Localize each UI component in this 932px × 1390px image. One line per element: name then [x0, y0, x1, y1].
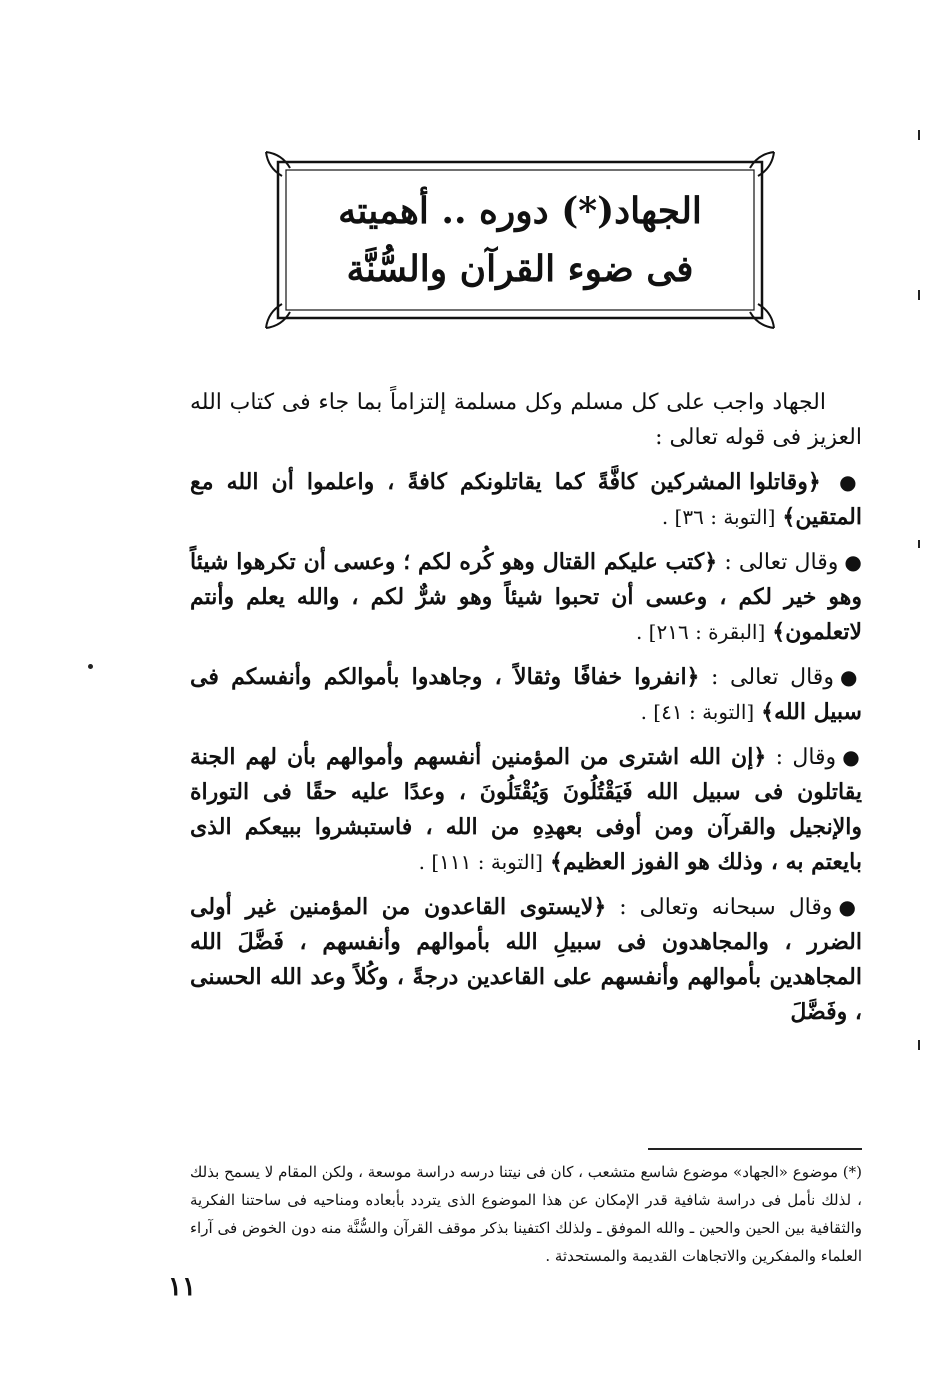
intro-paragraph: الجهاد واجب على كل مسلم وكل مسلمة إلتزاماً بما جاء فى كتاب الله العزيز فى قوله تعالى : — [190, 390, 862, 450]
title-line-2: فى ضوء القرآن والسُّنَّة — [346, 248, 694, 290]
bullet-icon: ● — [839, 470, 863, 494]
verse-reference: [التوبة : ٣٦] . — [661, 505, 776, 529]
verse-paragraph — [190, 660, 862, 730]
verse-paragraph — [190, 545, 862, 650]
title-line-1: الجهاد(*) دوره .. أهميته — [338, 190, 702, 232]
verse-lead: وقال تعالى : — [711, 665, 834, 690]
verse-quote: ﴿كتب عليكم القتال وهو كُره لكم ؛ وعسى أن تكرهوا شيئاً وهو خير لكم ، وعسى أن تحبوا شيئاً وهو شرٌّ لكم ، والله يعلم وأنتم لاتعلمون﴾ — [190, 549, 862, 645]
verse-paragraph — [190, 890, 862, 1030]
verse-reference: [التوبة : ٤١] . — [640, 700, 755, 724]
verse-quote: ﴿لايستوى القاعدون من المؤمنين غير أولى الضرر ، والمجاهدون فى سبيلِ الله بأموالهم وأنفسهم ، فَضَّلَ الله المجاهدين بأموالهم وأنفسهم على القاعدين درجةً ، وكُلاً وعد الله الحسنى ، وفَضَّلَ — [190, 894, 862, 1025]
margin-mark — [918, 130, 920, 140]
verse-quote: ﴿انفروا خفافًا وثقالاً ، وجاهدوا بأموالكم وأنفسكم فى سبيل الله﴾ — [190, 664, 862, 725]
verse-lead: وقال : — [775, 745, 837, 770]
verse-paragraph — [190, 465, 862, 535]
bullet-icon: ● — [838, 895, 863, 919]
title-frame — [264, 150, 776, 330]
article-body — [190, 385, 862, 1040]
verse-quote: ﴿إن الله اشترى من المؤمنين أنفسهم وأموالهم بأن لهم الجنة يقاتلون فى سبيل الله فَيَقْتُلُونَ وَيُقْتَلُونَ ، وعدًا عليه حقًا فى التوراة والإنجيل والقرآن ومن أوفى بعهدِهِ من الله ، فاستبشروا ببيعكم الذى بايعتم به ، وذلك هو الفوز العظيم﴾ — [190, 744, 862, 875]
verse-reference: [البقرة : ٢١٦] . — [635, 620, 766, 644]
bullet-icon: ● — [839, 665, 862, 689]
margin-mark — [918, 540, 920, 548]
page-title — [294, 182, 746, 298]
verse-reference: [التوبة : ١١١] . — [418, 850, 543, 874]
bullet-icon: ● — [842, 745, 863, 769]
footnote-divider — [648, 1148, 862, 1150]
bullet-icon: ● — [844, 550, 862, 574]
verse-lead: وقال سبحانه وتعالى : — [619, 895, 833, 920]
verse-lead: وقال تعالى : — [724, 550, 839, 575]
page-number: ١١ — [168, 1272, 196, 1302]
margin-mark — [918, 290, 920, 300]
margin-mark — [918, 1040, 920, 1050]
verse-paragraph — [190, 740, 862, 880]
margin-mark — [88, 664, 93, 669]
footnote: (*) موضوع «الجهاد» موضوع شاسع متشعب ، كان فى نيتنا درسه دراسة موسعة ، ولكن المقام لا يسمح بذلك ، لذلك نأمل فى دراسة شافية قدر الإمكان عن هذا الموضوع الذى يتردد بأبعاده ومناحيه فى ساحتنا الفكرية والثقافية بين الحين والحين ـ والله الموفق ـ ولذلك اكتفينا بذكر موقف القرآن والسُّنَّة منه دون الخوض فى آراء العلماء والمفكرين والاتجاهات القديمة والمستحدثة . — [190, 1163, 862, 1265]
verse-quote: ﴿وقاتلوا المشركين كافَّةً كما يقاتلونكم كافةً ، واعلموا أن الله مع المتقين﴾ — [190, 469, 862, 530]
